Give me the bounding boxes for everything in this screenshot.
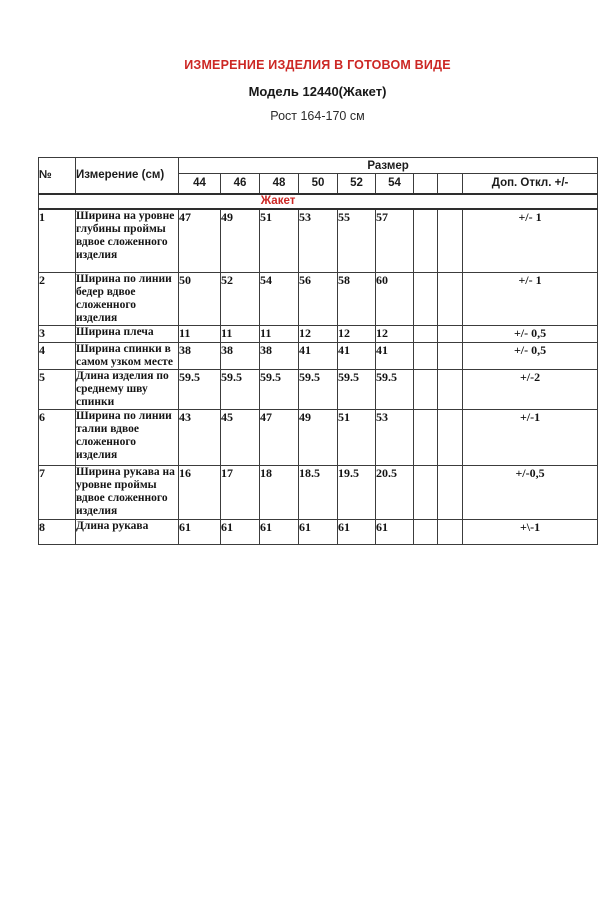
table-row	[39, 466, 598, 520]
size-value-cell: 11	[179, 326, 221, 343]
size-value-cell: 11	[260, 326, 299, 343]
model-title: Модель 12440(Жакет)	[248, 84, 387, 99]
empty-cell	[438, 370, 463, 410]
empty-column-header	[414, 174, 438, 194]
size-value-cell: 61	[299, 520, 338, 545]
tolerance-value-cell: +/-2	[463, 370, 598, 410]
row-number-cell: 8	[39, 520, 76, 545]
tolerance-value-cell: +/-1	[463, 410, 598, 466]
table-row	[39, 520, 598, 545]
size-value-cell: 18.5	[299, 466, 338, 520]
size-value-cell: 49	[299, 410, 338, 466]
size-value-cell: 11	[221, 326, 260, 343]
size-column-header: 44	[179, 174, 221, 194]
row-number-cell: 5	[39, 370, 76, 410]
size-column-header: 48	[260, 174, 299, 194]
empty-cell	[438, 209, 463, 273]
tolerance-column-header: Доп. Откл. +/-	[463, 174, 598, 194]
measurement-name-cell: Ширина на уровне глубины проймы вдвое сложенного изделия	[76, 209, 179, 273]
row-number-cell: 4	[39, 343, 76, 370]
empty-cell	[414, 410, 438, 466]
size-column-header: 50	[299, 174, 338, 194]
size-value-cell: 47	[179, 209, 221, 273]
size-column-header: 52	[338, 174, 376, 194]
size-value-cell: 51	[338, 410, 376, 466]
size-value-cell: 38	[179, 343, 221, 370]
row-number-cell: 6	[39, 410, 76, 466]
empty-cell	[414, 343, 438, 370]
size-value-cell: 61	[376, 520, 414, 545]
empty-cell	[414, 370, 438, 410]
number-column-header: №	[39, 158, 76, 194]
size-value-cell: 38	[221, 343, 260, 370]
empty-cell	[438, 520, 463, 545]
page-title: ИЗМЕРЕНИЕ ИЗДЕЛИЯ В ГОТОВОМ ВИДЕ	[184, 58, 451, 72]
size-value-cell: 53	[376, 410, 414, 466]
table-row	[39, 273, 598, 326]
size-value-cell: 58	[338, 273, 376, 326]
size-value-cell: 61	[338, 520, 376, 545]
size-value-cell: 52	[221, 273, 260, 326]
measurement-name-cell: Ширина плеча	[76, 326, 179, 343]
row-number-cell: 2	[39, 273, 76, 326]
measurement-name-cell: Длина изделия по среднему шву спинки	[76, 370, 179, 410]
table-row	[39, 209, 598, 273]
size-value-cell: 47	[260, 410, 299, 466]
size-value-cell: 59.5	[221, 370, 260, 410]
size-value-cell: 61	[260, 520, 299, 545]
empty-column-header	[438, 174, 463, 194]
empty-cell	[438, 273, 463, 326]
size-value-cell: 59.5	[260, 370, 299, 410]
table-row	[39, 343, 598, 370]
size-value-cell: 54	[260, 273, 299, 326]
size-value-cell: 18	[260, 466, 299, 520]
size-value-cell: 56	[299, 273, 338, 326]
size-value-cell: 38	[260, 343, 299, 370]
size-value-cell: 60	[376, 273, 414, 326]
size-value-cell: 41	[299, 343, 338, 370]
row-number-cell: 3	[39, 326, 76, 343]
size-value-cell: 20.5	[376, 466, 414, 520]
measurement-name-cell: Ширина рукава на уровне проймы вдвое сложенного изделия	[76, 466, 179, 520]
size-value-cell: 61	[221, 520, 260, 545]
size-value-cell: 12	[376, 326, 414, 343]
row-number-cell: 7	[39, 466, 76, 520]
size-value-cell: 57	[376, 209, 414, 273]
empty-cell	[438, 410, 463, 466]
tolerance-value-cell: +/- 1	[463, 273, 598, 326]
header-row-1	[39, 158, 598, 174]
size-group-header: Размер	[179, 158, 598, 174]
size-value-cell: 61	[179, 520, 221, 545]
empty-cell	[414, 326, 438, 343]
table-row	[39, 410, 598, 466]
size-value-cell: 59.5	[179, 370, 221, 410]
height-range: Рост 164-170 см	[270, 109, 365, 123]
size-value-cell: 49	[221, 209, 260, 273]
row-number-cell: 1	[39, 209, 76, 273]
empty-cell	[438, 326, 463, 343]
size-value-cell: 17	[221, 466, 260, 520]
empty-cell	[414, 466, 438, 520]
tolerance-value-cell: +/- 1	[463, 209, 598, 273]
size-value-cell: 19.5	[338, 466, 376, 520]
size-value-cell: 53	[299, 209, 338, 273]
size-value-cell: 41	[376, 343, 414, 370]
size-value-cell: 51	[260, 209, 299, 273]
size-value-cell: 59.5	[299, 370, 338, 410]
table-row	[39, 370, 598, 410]
section-row	[39, 194, 598, 209]
measurement-column-header: Измерение (см)	[76, 158, 179, 194]
tolerance-value-cell: +/- 0,5	[463, 326, 598, 343]
empty-cell	[438, 466, 463, 520]
size-column-header: 54	[376, 174, 414, 194]
size-value-cell: 59.5	[338, 370, 376, 410]
tolerance-value-cell: +/-0,5	[463, 466, 598, 520]
size-value-cell: 12	[299, 326, 338, 343]
measurement-name-cell: Длина рукава	[76, 520, 179, 545]
size-value-cell: 45	[221, 410, 260, 466]
empty-cell	[414, 520, 438, 545]
measurement-name-cell: Ширина по линии талии вдвое сложенного изделия	[76, 410, 179, 466]
measurement-name-cell: Ширина по линии бедер вдвое сложенного изделия	[76, 273, 179, 326]
measurement-name-cell: Ширина спинки в самом узком месте	[76, 343, 179, 370]
measurement-table	[38, 157, 598, 545]
size-value-cell: 16	[179, 466, 221, 520]
size-value-cell: 43	[179, 410, 221, 466]
size-value-cell: 12	[338, 326, 376, 343]
size-value-cell: 55	[338, 209, 376, 273]
size-value-cell: 41	[338, 343, 376, 370]
tolerance-value-cell: +\-1	[463, 520, 598, 545]
size-value-cell: 59.5	[376, 370, 414, 410]
size-value-cell: 50	[179, 273, 221, 326]
tolerance-value-cell: +/- 0,5	[463, 343, 598, 370]
section-label: Жакет	[39, 194, 598, 209]
empty-cell	[414, 209, 438, 273]
size-column-header: 46	[221, 174, 260, 194]
empty-cell	[414, 273, 438, 326]
table-row	[39, 326, 598, 343]
empty-cell	[438, 343, 463, 370]
